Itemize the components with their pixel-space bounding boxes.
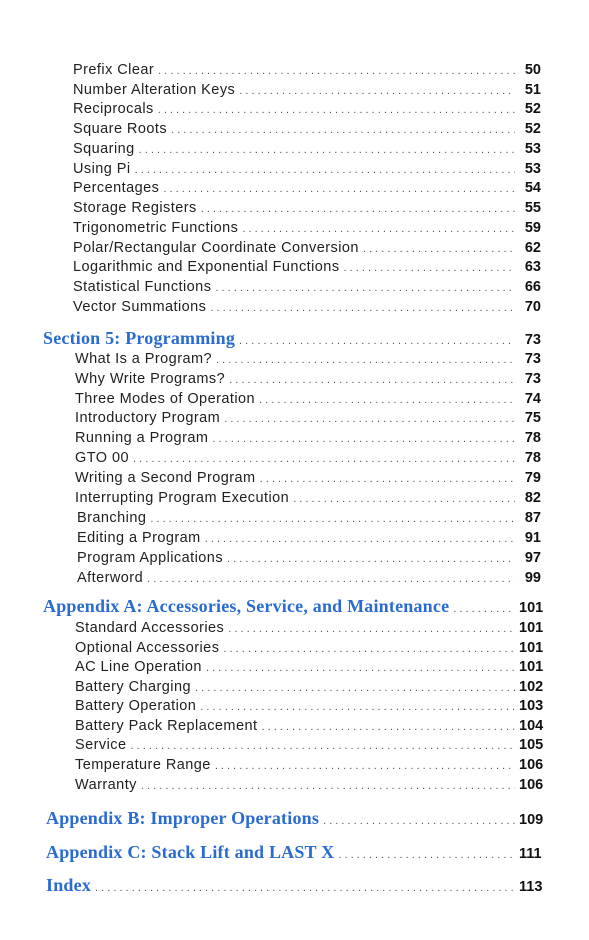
toc-entry-row xyxy=(73,240,541,256)
entry-title: Number Alteration Keys xyxy=(73,82,236,98)
page-number: 74 xyxy=(524,391,541,407)
entry-title: Branching xyxy=(77,510,147,526)
dot-leader xyxy=(200,702,515,713)
entry-title: Three Modes of Operation xyxy=(75,391,256,407)
page-number: 53 xyxy=(524,141,541,157)
toc-entry-row xyxy=(75,410,541,426)
dot-leader xyxy=(147,574,515,585)
toc-entry-row xyxy=(75,351,541,367)
toc-entry-row xyxy=(75,659,544,675)
entry-title: Battery Operation xyxy=(75,698,197,714)
page-number: 79 xyxy=(524,470,541,486)
page-number: 106 xyxy=(519,777,544,793)
entry-title: Program Applications xyxy=(77,550,224,566)
dot-leader xyxy=(338,850,515,861)
dot-leader xyxy=(215,761,515,772)
entry-title: Service xyxy=(75,737,127,753)
toc-entry-row xyxy=(73,141,541,157)
toc-entry-row xyxy=(73,279,541,295)
toc-entry-row xyxy=(73,62,541,78)
entry-title: Battery Pack Replacement xyxy=(75,718,258,734)
entry-title: Prefix Clear xyxy=(73,62,155,78)
dot-leader xyxy=(158,66,515,77)
entry-title: Temperature Range xyxy=(75,757,211,773)
entry-title: Statistical Functions xyxy=(73,279,212,295)
toc-entry-row xyxy=(75,698,544,714)
section-heading-row xyxy=(43,328,541,349)
page-number: 91 xyxy=(524,530,541,546)
page-number: 101 xyxy=(519,659,544,675)
section-title: Section 5: Programming xyxy=(43,328,236,348)
toc-entry-row xyxy=(75,757,544,773)
toc-entry-row xyxy=(73,200,541,216)
dot-leader xyxy=(259,395,515,406)
entry-title: Squaring xyxy=(73,141,135,157)
page-number: 78 xyxy=(524,430,541,446)
dot-leader xyxy=(453,604,515,615)
entry-title: Percentages xyxy=(73,180,160,196)
dot-leader xyxy=(158,105,515,116)
entry-title: Interrupting Program Execution xyxy=(75,490,290,506)
toc-entry-row xyxy=(75,737,544,753)
page-number: 102 xyxy=(519,679,544,695)
toc-entry-row xyxy=(73,161,541,177)
page-number: 111 xyxy=(519,846,542,862)
entry-title: Warranty xyxy=(75,777,137,793)
dot-leader xyxy=(133,454,515,465)
toc-entry-row xyxy=(77,510,541,526)
page-number: 113 xyxy=(519,879,543,895)
entry-title: Vector Summations xyxy=(73,299,207,315)
dot-leader xyxy=(242,224,515,235)
dot-leader xyxy=(239,86,515,97)
dot-leader xyxy=(223,644,515,655)
page-number: 109 xyxy=(519,812,544,828)
section-title: Appendix C: Stack Lift and LAST X xyxy=(46,842,335,862)
page-number: 66 xyxy=(524,279,541,295)
dot-leader xyxy=(227,554,515,565)
dot-leader xyxy=(224,414,515,425)
dot-leader xyxy=(344,263,515,274)
page-number: 70 xyxy=(524,299,541,315)
page-number: 63 xyxy=(524,259,541,275)
page-number: 52 xyxy=(524,121,541,137)
page-number: 59 xyxy=(524,220,541,236)
toc-entry-row xyxy=(75,640,544,656)
page-number: 97 xyxy=(524,550,541,566)
entry-title: Running a Program xyxy=(75,430,209,446)
page-number: 53 xyxy=(524,161,541,177)
page-number: 101 xyxy=(519,600,544,616)
toc-entry-row xyxy=(73,259,541,275)
toc-entry-row xyxy=(73,220,541,236)
toc-entry-row xyxy=(77,530,541,546)
dot-leader xyxy=(195,683,515,694)
page-number: 104 xyxy=(519,718,544,734)
page-number: 73 xyxy=(524,351,541,367)
section-heading-row xyxy=(43,596,544,617)
dot-leader xyxy=(260,474,515,485)
entry-title: Introductory Program xyxy=(75,410,221,426)
toc-entry-row xyxy=(73,121,541,137)
section-title: Appendix A: Accessories, Service, and Maintenance xyxy=(43,596,450,616)
page-number: 103 xyxy=(519,698,544,714)
toc-entry-row xyxy=(73,101,541,117)
page-number: 106 xyxy=(519,757,544,773)
dot-leader xyxy=(171,125,515,136)
dot-leader xyxy=(139,145,515,156)
dot-leader xyxy=(216,355,515,366)
entry-title: Trigonometric Functions xyxy=(73,220,239,236)
toc-entry-row xyxy=(75,430,541,446)
entry-title: GTO 00 xyxy=(75,450,130,466)
page-number: 105 xyxy=(519,737,544,753)
entry-title: Storage Registers xyxy=(73,200,197,216)
page-number: 78 xyxy=(524,450,541,466)
toc-entry-row xyxy=(75,470,541,486)
page-number: 73 xyxy=(524,371,541,387)
entry-title: What Is a Program? xyxy=(75,351,213,367)
toc-entry-row xyxy=(75,777,544,793)
page-number: 50 xyxy=(524,62,541,78)
page-number: 54 xyxy=(524,180,541,196)
toc-entry-row xyxy=(75,391,541,407)
toc-entry-row xyxy=(73,82,541,98)
dot-leader xyxy=(131,741,516,752)
page-number: 62 xyxy=(524,240,541,256)
entry-title: Using Pi xyxy=(73,161,131,177)
dot-leader xyxy=(206,663,515,674)
page-number: 51 xyxy=(524,82,541,98)
toc-entry-row xyxy=(75,490,541,506)
dot-leader xyxy=(163,184,515,195)
section-heading-row xyxy=(46,875,541,896)
page-number: 82 xyxy=(524,490,541,506)
dot-leader xyxy=(135,165,515,176)
page-number: 99 xyxy=(524,570,541,586)
page-number: 52 xyxy=(524,101,541,117)
dot-leader xyxy=(228,624,515,635)
toc-entry-row xyxy=(77,550,541,566)
dot-leader xyxy=(205,534,515,545)
toc-entry-row xyxy=(75,620,544,636)
entry-title: Afterword xyxy=(77,570,144,586)
toc-entry-row xyxy=(73,180,541,196)
toc-entry-row xyxy=(75,371,541,387)
page-number: 75 xyxy=(524,410,541,426)
section-heading-row xyxy=(46,808,544,829)
dot-leader xyxy=(363,244,515,255)
section-heading-row xyxy=(46,842,541,863)
page-number: 101 xyxy=(519,640,544,656)
dot-leader xyxy=(201,204,515,215)
toc-entry-row xyxy=(75,450,541,466)
entry-title: Polar/Rectangular Coordinate Conversion xyxy=(73,240,359,256)
toc-entry-row xyxy=(75,718,544,734)
dot-leader xyxy=(293,494,515,505)
entry-title: AC Line Operation xyxy=(75,659,202,675)
dot-leader xyxy=(239,336,515,347)
entry-title: Battery Charging xyxy=(75,679,192,695)
dot-leader xyxy=(210,303,515,314)
dot-leader xyxy=(229,375,515,386)
entry-title: Reciprocals xyxy=(73,101,154,117)
entry-title: Standard Accessories xyxy=(75,620,225,636)
toc-entry-row xyxy=(75,679,544,695)
dot-leader xyxy=(323,816,515,827)
entry-title: Logarithmic and Exponential Functions xyxy=(73,259,340,275)
section-title: Index xyxy=(46,875,92,895)
dot-leader xyxy=(150,514,515,525)
toc-entry-row xyxy=(77,570,541,586)
dot-leader xyxy=(212,434,515,445)
entry-title: Square Roots xyxy=(73,121,168,137)
section-title: Appendix B: Improper Operations xyxy=(46,808,320,828)
toc-entry-row xyxy=(73,299,541,315)
page-number: 101 xyxy=(519,620,544,636)
dot-leader xyxy=(95,883,515,894)
dot-leader xyxy=(261,722,515,733)
entry-title: Optional Accessories xyxy=(75,640,220,656)
entry-title: Editing a Program xyxy=(77,530,201,546)
page-number: 87 xyxy=(524,510,541,526)
dot-leader xyxy=(215,283,515,294)
page-number: 55 xyxy=(524,200,541,216)
entry-title: Writing a Second Program xyxy=(75,470,256,486)
page-number: 73 xyxy=(524,332,541,348)
entry-title: Why Write Programs? xyxy=(75,371,226,387)
dot-leader xyxy=(141,781,515,792)
